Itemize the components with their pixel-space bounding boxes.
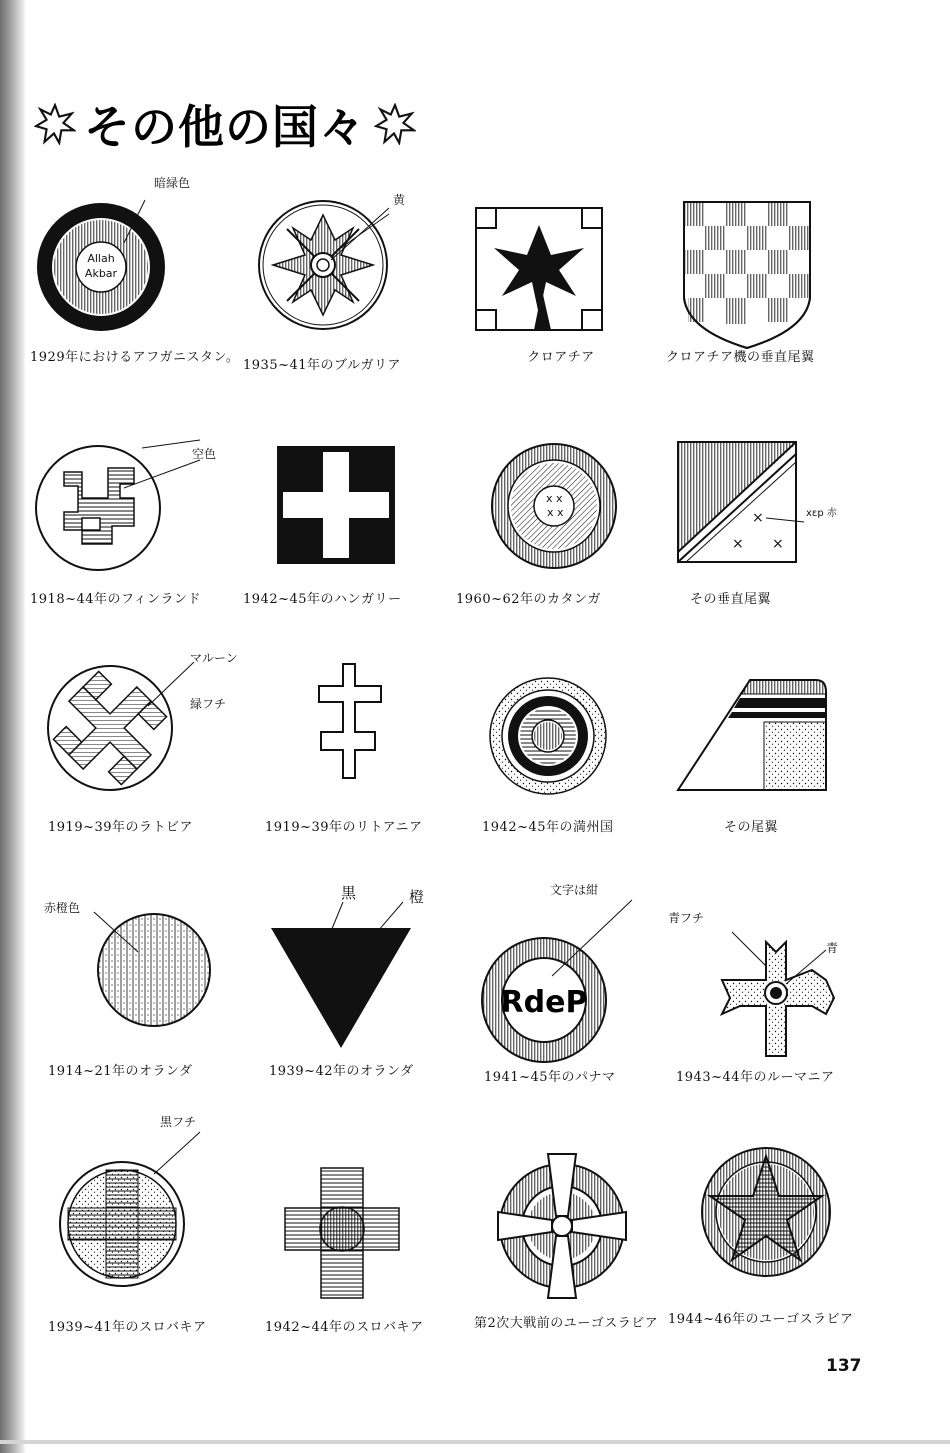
roundel-text-rdep: RdeP (500, 985, 588, 1020)
roundel-text-akbar: Akbar (84, 267, 118, 280)
emblem-katanga-1960 (456, 430, 666, 660)
emblem-latvia-1919 (30, 650, 240, 880)
color-note: 暗緑色 (154, 176, 191, 190)
svg-text:x x: x x (547, 506, 564, 519)
page-edge (0, 1440, 950, 1444)
emblem-yugoslavia-1944 (666, 1110, 876, 1340)
emblem-lithuania-1919 (243, 650, 453, 880)
emblem-caption: 1929年におけるアフガニスタン。 (30, 350, 240, 365)
svg-text:x x: x x (546, 492, 563, 505)
color-note: マルーン (190, 651, 238, 665)
emblem-netherlands-1914 (30, 880, 240, 1110)
emblem-afghanistan-1929 (30, 170, 240, 400)
emblem-manchukuo-1942 (456, 650, 666, 880)
emblem-caption: 1914~21年のオランダ (48, 1064, 193, 1079)
color-note: 黒 (341, 884, 357, 902)
roundel-text-allah: Allah (87, 252, 115, 265)
emblem-caption: 1918~44年のフィンランド (30, 592, 201, 607)
emblem-bulgaria-1935 (243, 170, 453, 400)
emblem-caption: その垂直尾翼 (690, 592, 772, 607)
color-note: 青フチ (668, 911, 705, 925)
emblem-caption: 1944~46年のユーゴスラビア (668, 1312, 854, 1327)
color-note: 橙 (409, 888, 425, 906)
emblem-hungary-1942 (243, 430, 453, 660)
emblem-caption: 1941~45年のパナマ (484, 1070, 616, 1085)
emblem-caption: 第2次大戦前のユーゴスラビア (474, 1316, 659, 1331)
color-note: xεp 赤 (806, 508, 837, 519)
emblem-caption: クロアチア機の垂直尾翼 (666, 350, 815, 365)
emblem-croatia (456, 170, 666, 400)
emblem-caption: その尾翼 (723, 820, 778, 835)
color-note: 緑フチ (190, 697, 227, 711)
emblem-caption: クロアチア (527, 350, 595, 365)
color-note: 黒フチ (160, 1115, 197, 1129)
emblem-caption: 1935~41年のブルガリア (243, 358, 401, 373)
svg-text:×: × (732, 536, 744, 552)
emblem-caption: 1942~45年の満州国 (482, 820, 614, 835)
page-title-text: その他の国々 (84, 100, 366, 154)
emblem-caption: 1942~45年のハンガリー (243, 592, 402, 607)
color-note: 文字は紺 (550, 883, 599, 897)
emblem-netherlands-1939 (243, 880, 453, 1110)
emblem-caption: 1919~39年のリトアニア (265, 820, 423, 835)
emblem-yugoslavia-prewar (456, 1110, 666, 1340)
emblem-romania-1943 (666, 880, 876, 1110)
emblem-finland-1918 (30, 430, 240, 660)
page-title (34, 94, 416, 154)
color-note: 黄 (393, 193, 406, 207)
emblem-caption: 1919~39年のラトビア (48, 820, 194, 835)
svg-text:×: × (752, 510, 764, 526)
emblem-croatia-tail (666, 170, 876, 400)
emblem-slovakia-1942 (243, 1110, 453, 1340)
emblem-caption: 1960~62年のカタンガ (456, 592, 602, 607)
emblem-slovakia-1939 (30, 1110, 240, 1340)
emblem-katanga-tail (666, 430, 876, 660)
color-note: 赤橙色 (44, 901, 81, 915)
emblem-panama-1941 (456, 880, 666, 1110)
starburst-icon (374, 103, 416, 145)
emblem-caption: 1943~44年のルーマニア (676, 1070, 835, 1085)
color-note: 空色 (192, 447, 217, 461)
page-number: 137 (826, 1356, 862, 1376)
emblem-caption: 1939~42年のオランダ (269, 1064, 414, 1079)
color-note: 青 (826, 941, 839, 955)
page-binding-shadow (0, 0, 26, 1453)
starburst-icon (34, 103, 76, 145)
emblem-caption: 1942~44年のスロバキア (265, 1320, 424, 1335)
emblem-caption: 1939~41年のスロバキア (48, 1320, 207, 1335)
emblem-manchukuo-tail (666, 650, 876, 880)
svg-text:×: × (772, 536, 784, 552)
